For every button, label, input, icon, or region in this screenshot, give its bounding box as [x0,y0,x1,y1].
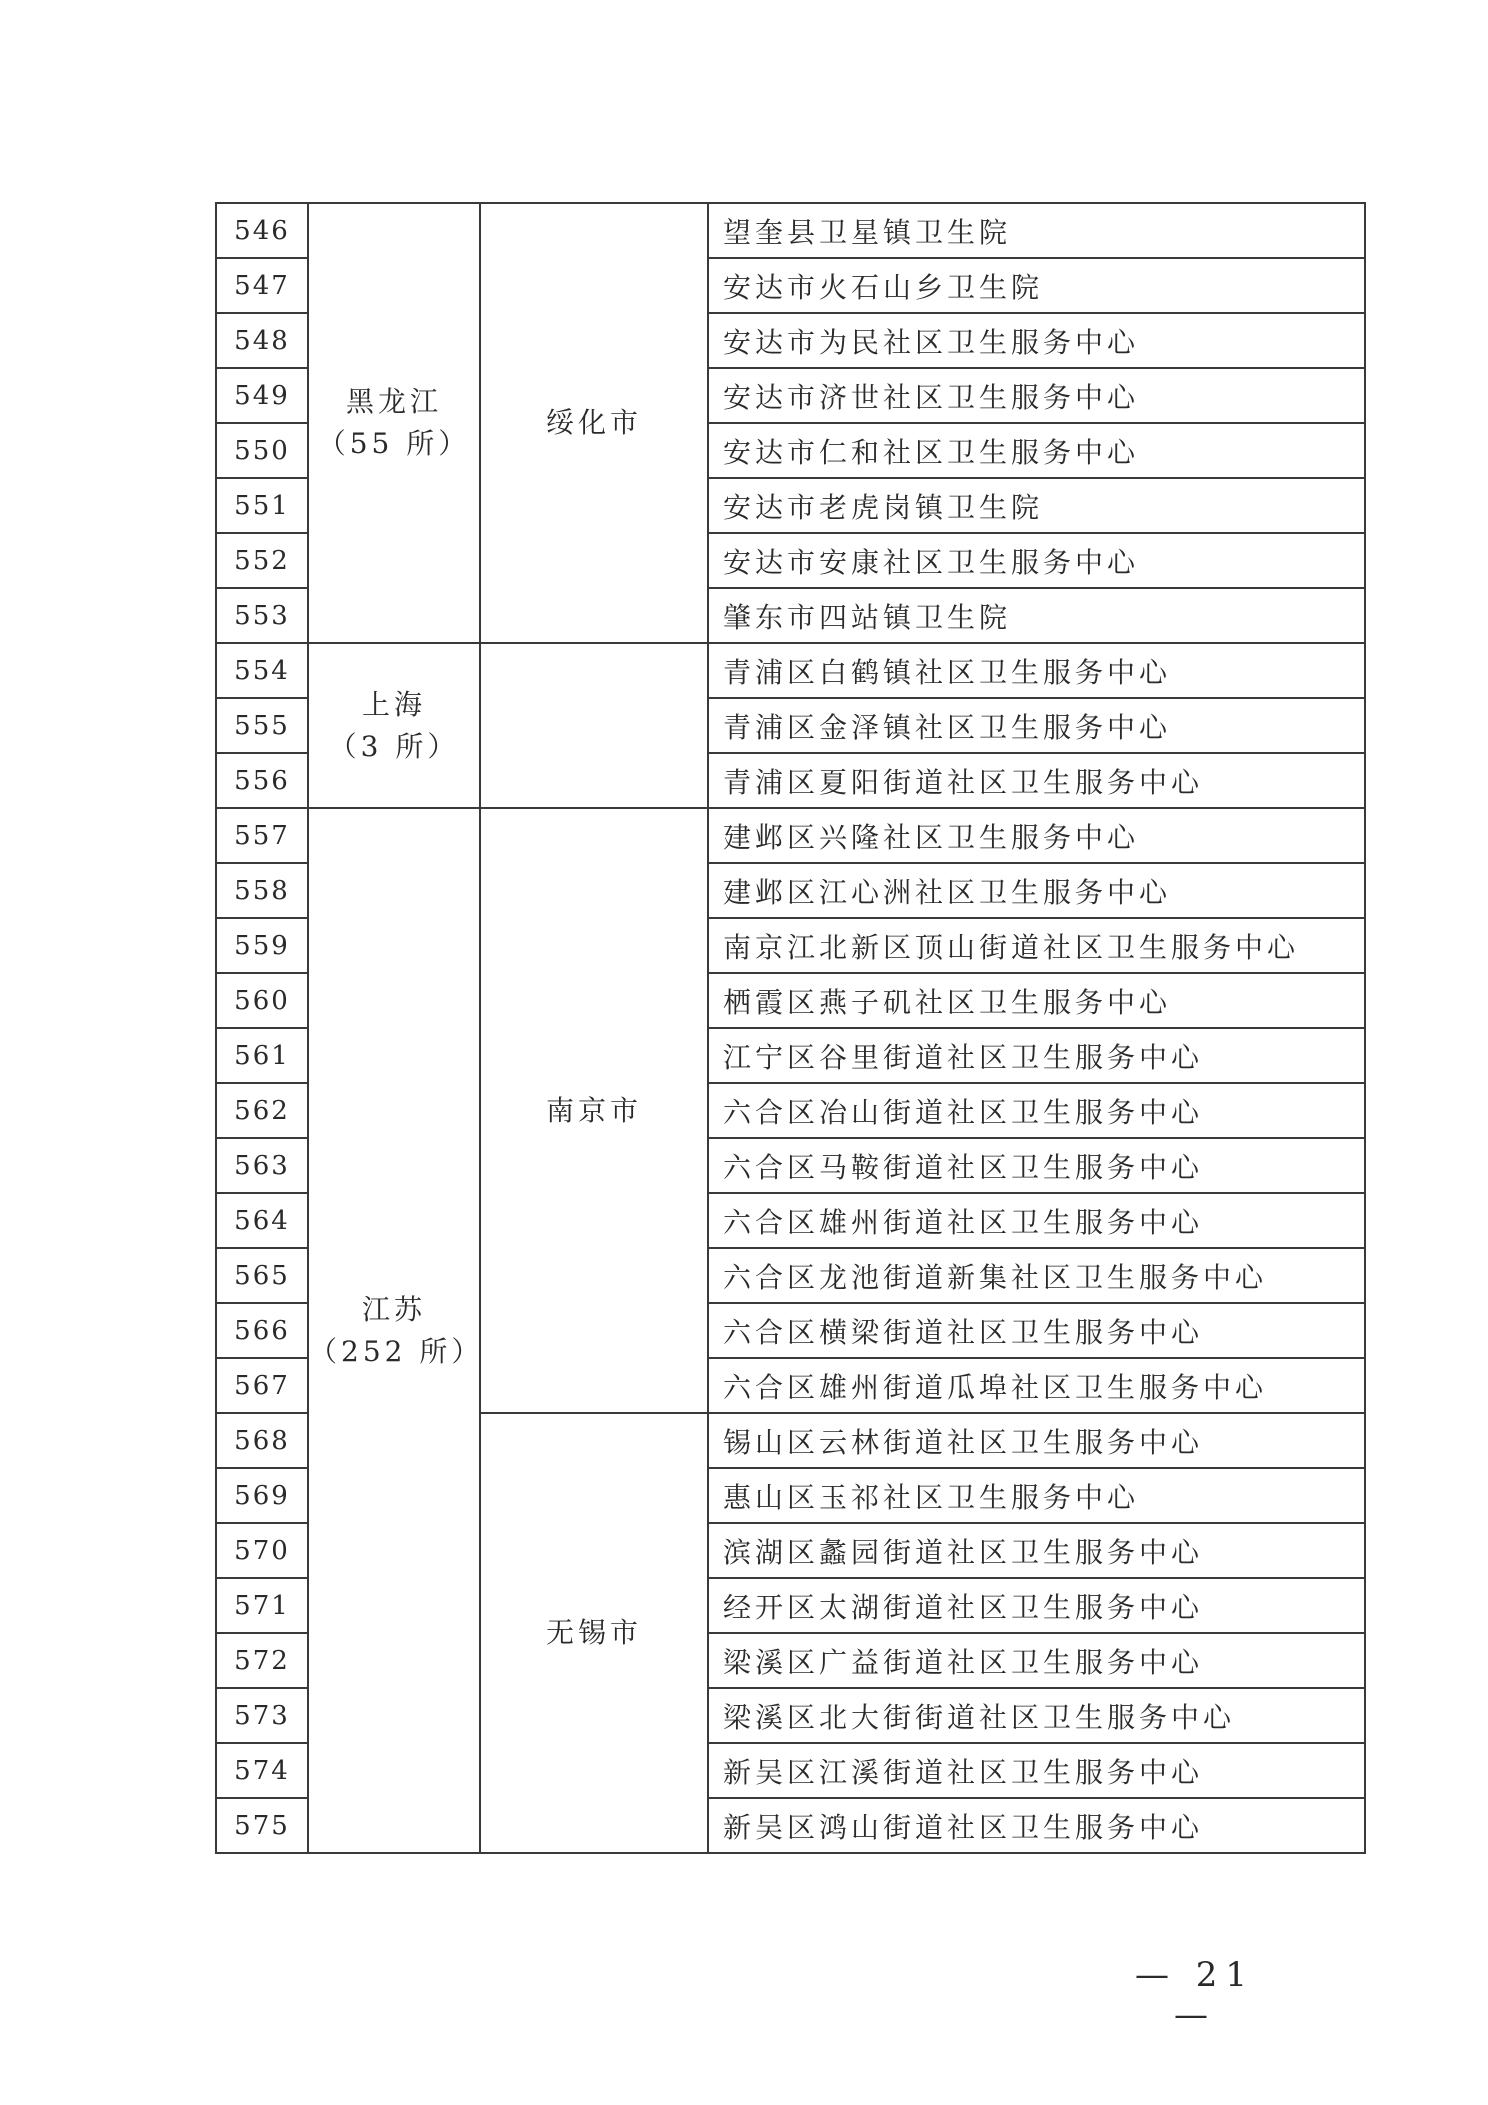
institution-name: 青浦区夏阳街道社区卫生服务中心 [708,753,1365,808]
institution-name: 建邺区江心洲社区卫生服务中心 [708,863,1365,918]
row-number: 551 [216,478,308,533]
institution-name: 梁溪区广益街道社区卫生服务中心 [708,1633,1365,1688]
institution-table [215,202,1366,1854]
institution-name: 南京江北新区顶山街道社区卫生服务中心 [708,918,1365,973]
province-count: （252 所） [309,1334,484,1368]
province-name: 上海 [361,687,426,721]
row-number: 552 [216,533,308,588]
row-number: 570 [216,1523,308,1578]
institution-name: 经开区太湖街道社区卫生服务中心 [708,1578,1365,1633]
row-number: 567 [216,1358,308,1413]
province-cell [308,203,480,643]
institution-name: 安达市火石山乡卫生院 [708,258,1365,313]
row-number: 560 [216,973,308,1028]
page-number: — 21 — [1134,1955,1256,2035]
institution-table-body [216,203,1365,1853]
province-cell [308,808,484,1853]
institution-name: 安达市老虎岗镇卫生院 [708,478,1365,533]
row-number: 558 [216,863,308,918]
institution-name: 青浦区金泽镇社区卫生服务中心 [708,698,1365,753]
row-number: 574 [216,1743,308,1798]
city-cell: 绥化市 [480,203,708,643]
institution-name: 六合区龙池街道新集社区卫生服务中心 [708,1248,1365,1303]
row-number: 573 [216,1688,308,1743]
table-row [216,203,1365,258]
institution-name: 安达市为民社区卫生服务中心 [708,313,1365,368]
row-number: 562 [216,1083,308,1138]
row-number: 559 [216,918,308,973]
row-number: 561 [216,1028,308,1083]
row-number: 575 [216,1798,308,1853]
institution-name: 滨湖区蠡园街道社区卫生服务中心 [708,1523,1365,1578]
institution-name: 六合区马鞍街道社区卫生服务中心 [708,1138,1365,1193]
institution-name: 六合区横梁街道社区卫生服务中心 [708,1303,1365,1358]
institution-name: 六合区雄州街道瓜埠社区卫生服务中心 [708,1358,1365,1413]
institution-name: 梁溪区北大街街道社区卫生服务中心 [708,1688,1365,1743]
institution-name: 六合区冶山街道社区卫生服务中心 [708,1083,1365,1138]
row-number: 549 [216,368,308,423]
row-number: 569 [216,1468,308,1523]
row-number: 555 [216,698,308,753]
institution-name: 栖霞区燕子矶社区卫生服务中心 [708,973,1365,1028]
row-number: 571 [216,1578,308,1633]
institution-name: 新吴区鸿山街道社区卫生服务中心 [708,1798,1365,1853]
row-number: 550 [216,423,308,478]
row-number: 566 [216,1303,308,1358]
city-cell [480,643,708,808]
row-number: 547 [216,258,308,313]
institution-name: 锡山区云林街道社区卫生服务中心 [708,1413,1365,1468]
city-cell: 南京市 [480,808,708,1413]
province-count: （3 所） [328,729,460,763]
row-number: 554 [216,643,308,698]
institution-name: 青浦区白鹤镇社区卫生服务中心 [708,643,1365,698]
institution-name: 肇东市四站镇卫生院 [708,588,1365,643]
institution-name: 新吴区江溪街道社区卫生服务中心 [708,1743,1365,1798]
institution-name: 六合区雄州街道社区卫生服务中心 [708,1193,1365,1248]
institution-name: 安达市济世社区卫生服务中心 [708,368,1365,423]
row-number: 557 [216,808,308,863]
institution-name: 安达市仁和社区卫生服务中心 [708,423,1365,478]
row-number: 546 [216,203,308,258]
row-number: 563 [216,1138,308,1193]
row-number: 564 [216,1193,308,1248]
row-number: 553 [216,588,308,643]
row-number: 565 [216,1248,308,1303]
row-number: 548 [216,313,308,368]
institution-name: 建邺区兴隆社区卫生服务中心 [708,808,1365,863]
row-number: 556 [216,753,308,808]
table-row [216,643,1365,698]
province-count: （55 所） [317,427,471,460]
institution-name: 望奎县卫星镇卫生院 [708,203,1365,258]
province-cell [308,643,480,808]
province-name: 黑龙江 [345,385,442,418]
institution-name: 安达市安康社区卫生服务中心 [708,533,1365,588]
province-name: 江苏 [361,1292,426,1326]
city-cell: 无锡市 [480,1413,708,1853]
institution-name: 江宁区谷里街道社区卫生服务中心 [708,1028,1365,1083]
row-number: 572 [216,1633,308,1688]
row-number: 568 [216,1413,308,1468]
table-row [216,808,1365,863]
institution-name: 惠山区玉祁社区卫生服务中心 [708,1468,1365,1523]
